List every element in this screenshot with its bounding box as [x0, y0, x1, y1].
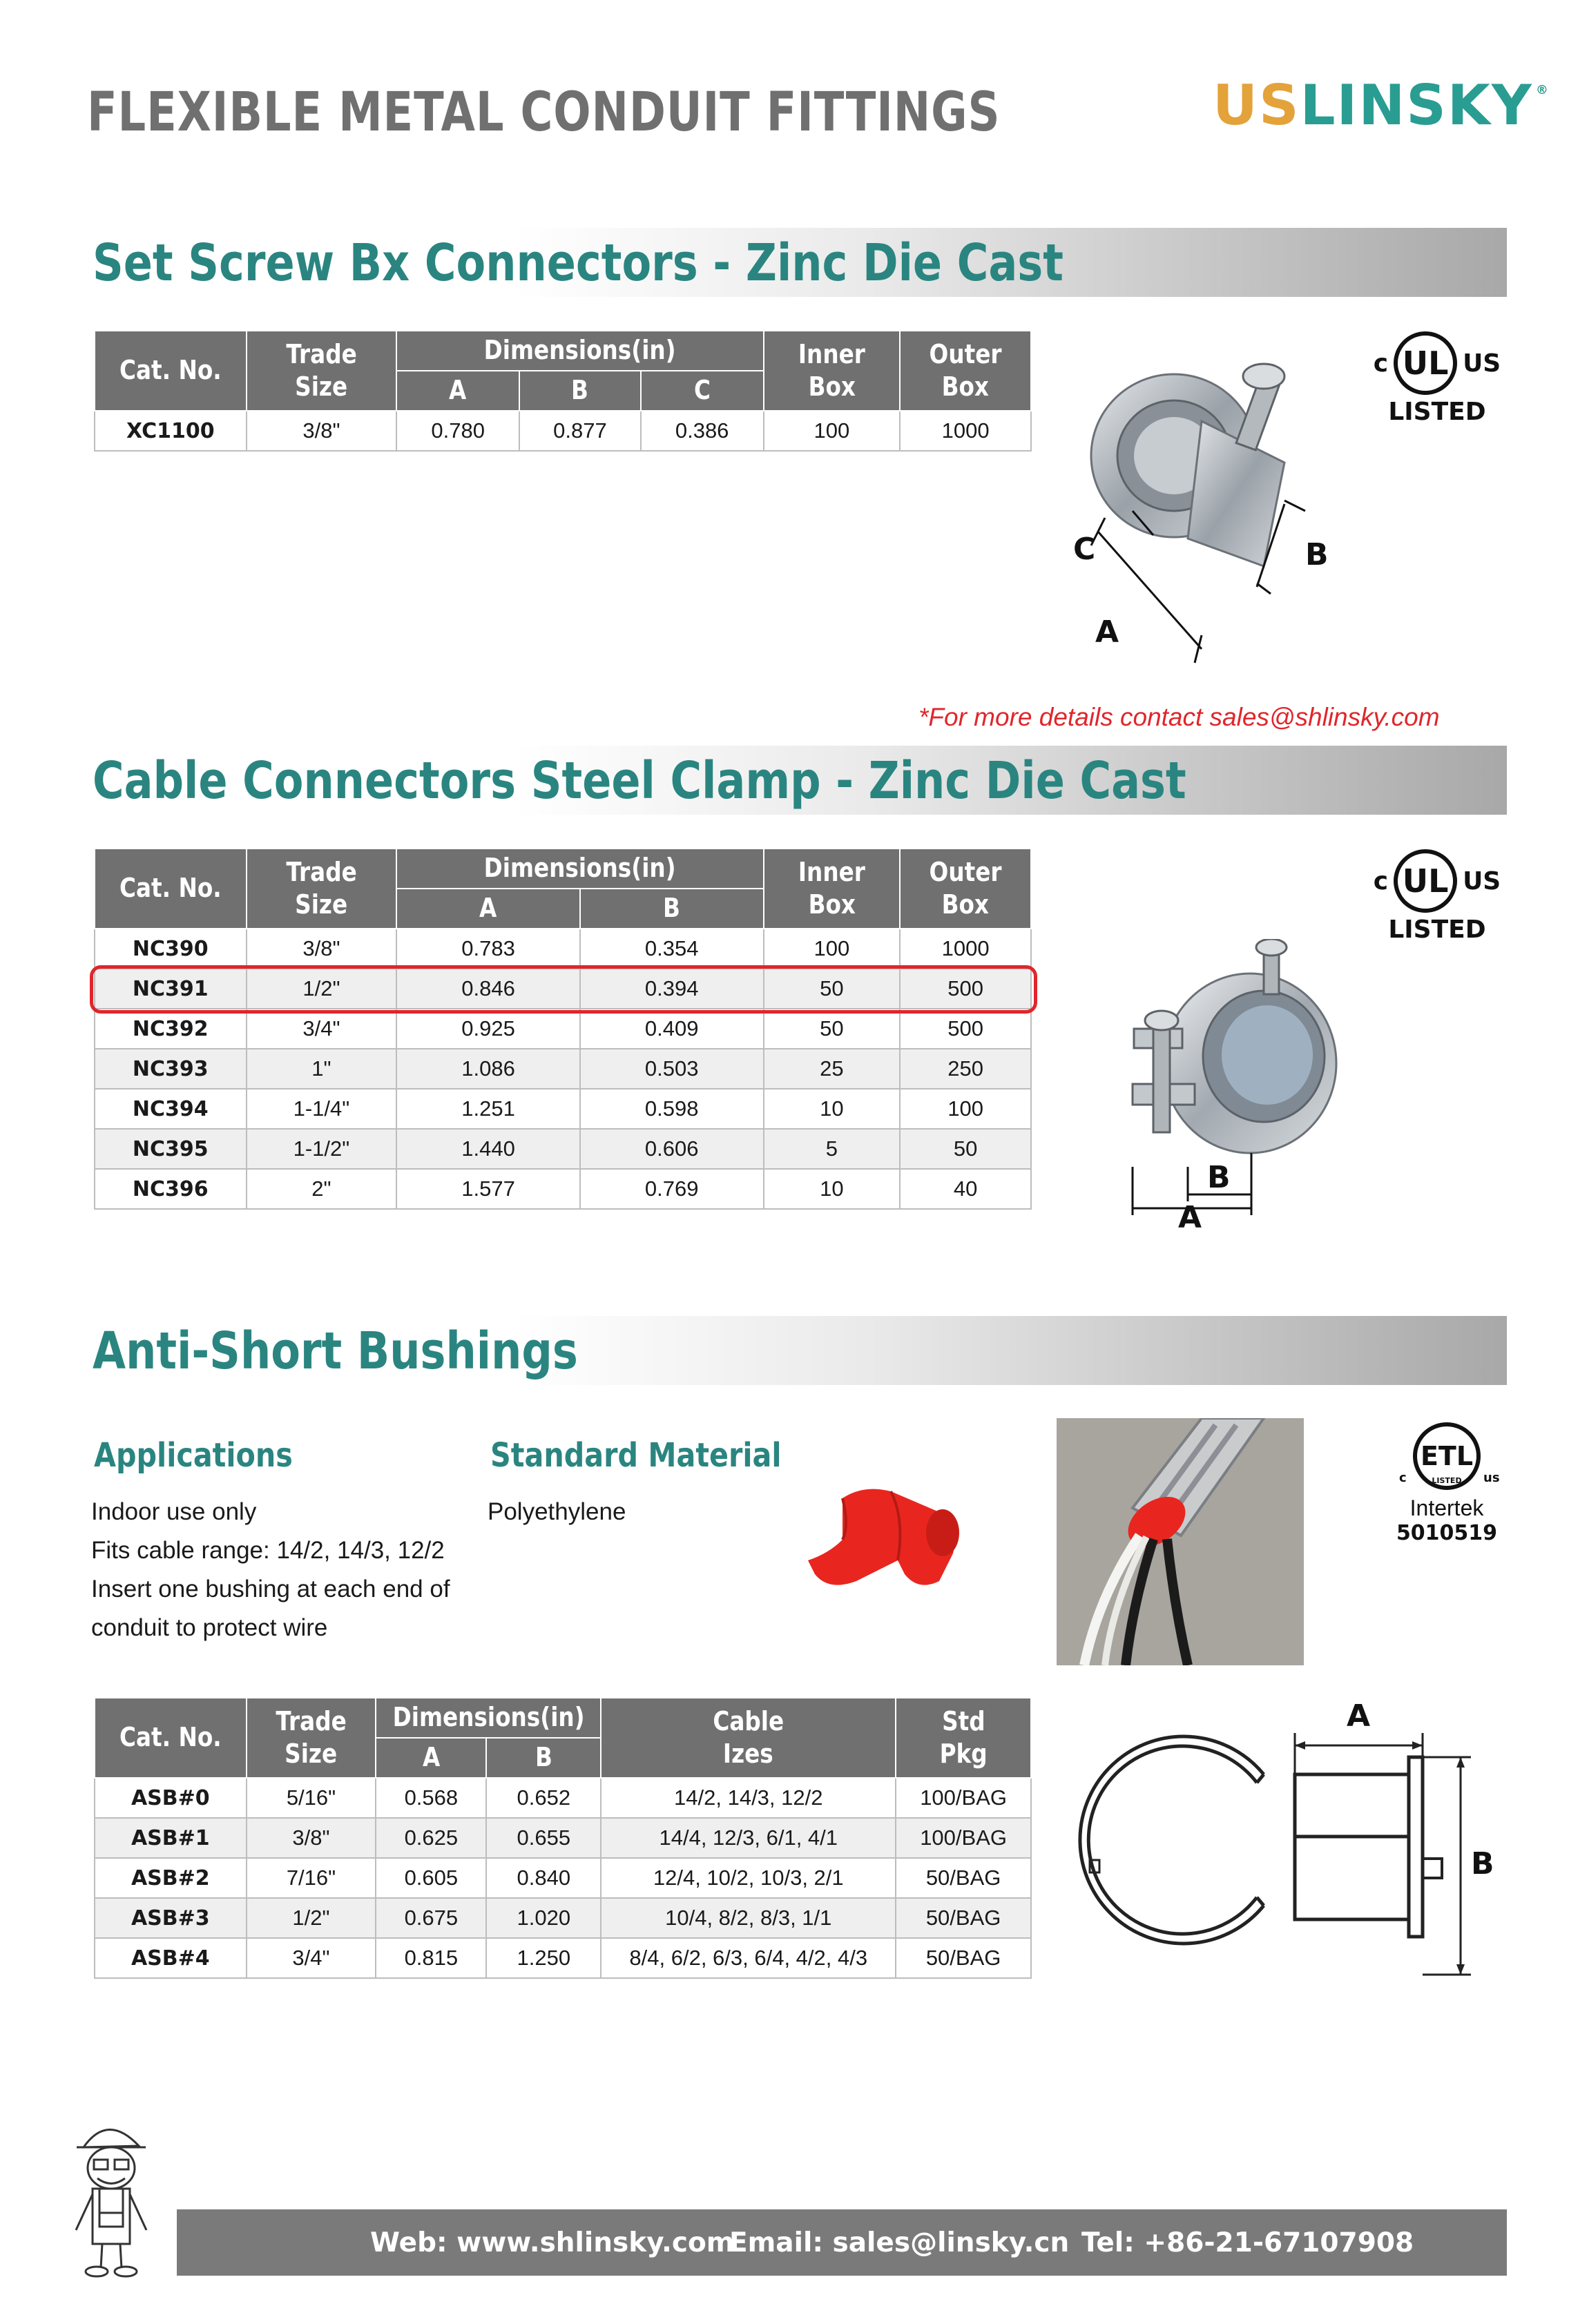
cell-a: 0.780 — [396, 411, 519, 451]
col-header-b: B — [486, 1738, 601, 1778]
cell-inner-box: 100 — [764, 929, 901, 969]
cell-size: 1/2" — [247, 969, 397, 1009]
cell-cat-no: NC390 — [95, 929, 247, 969]
table-row — [95, 1858, 1031, 1898]
cell-b: 0.655 — [486, 1818, 601, 1858]
applications-heading: Applications — [94, 1436, 293, 1475]
cell-cable-sizes: 12/4, 10/2, 10/3, 2/1 — [601, 1858, 896, 1898]
cell-cat-no: ASB#2 — [95, 1858, 247, 1898]
table-row — [95, 1938, 1031, 1978]
col-header-cable-sizes: Cable Izes — [601, 1698, 896, 1778]
cell-std-pkg: 100/BAG — [896, 1818, 1031, 1858]
section-bar-anti-short — [87, 1316, 1507, 1385]
cell-a: 1.577 — [396, 1169, 580, 1209]
ul-us: US — [1463, 349, 1501, 378]
cell-cat-no: NC396 — [95, 1169, 247, 1209]
ul-listed-badge — [1371, 331, 1503, 426]
cell-b: 0.503 — [580, 1049, 764, 1089]
cell-a: 1.086 — [396, 1049, 580, 1089]
cell-a: 0.815 — [376, 1938, 486, 1978]
cell-cable-sizes: 10/4, 8/2, 8/3, 1/1 — [601, 1898, 896, 1938]
cell-size: 2" — [247, 1169, 397, 1209]
red-bushing-image — [801, 1471, 988, 1609]
table-row — [95, 1089, 1031, 1129]
cell-inner-box: 100 — [764, 411, 901, 451]
ul-us: US — [1463, 866, 1501, 895]
dim-label-a: A — [1095, 614, 1119, 650]
cell-a: 0.675 — [376, 1898, 486, 1938]
col-header-inner-box: Inner Box — [764, 331, 901, 411]
brand-logo — [1213, 73, 1550, 137]
application-line: conduit to protect wire — [91, 1614, 328, 1641]
ul-c: c — [1373, 349, 1389, 378]
ul-listed-badge — [1371, 849, 1503, 944]
table-row — [95, 411, 1031, 451]
section-bar-cable-connectors — [87, 746, 1507, 815]
col-header-b: B — [580, 889, 764, 929]
cell-size: 1-1/4" — [247, 1089, 397, 1129]
cell-a: 0.625 — [376, 1818, 486, 1858]
dim-label-b: B — [1305, 537, 1329, 572]
etl-c: c — [1399, 1471, 1407, 1485]
section-title-cable-connectors: Cable Connectors Steel Clamp - Zinc Die Cast — [93, 751, 1186, 811]
dim-label-a: A — [1347, 1698, 1371, 1734]
ul-listed-label: LISTED — [1388, 916, 1486, 944]
cell-a: 0.925 — [396, 1009, 580, 1049]
col-header-std-pkg: Std Pkg — [896, 1698, 1031, 1778]
cell-inner-box: 50 — [764, 969, 901, 1009]
table-row — [95, 1049, 1031, 1089]
cell-size: 1-1/2" — [247, 1129, 397, 1169]
dim-label-a: A — [1178, 1200, 1202, 1229]
col-header-outer-box: Outer Box — [900, 331, 1031, 411]
cell-cat-no: ASB#0 — [95, 1778, 247, 1818]
cell-a: 1.251 — [396, 1089, 580, 1129]
cell-std-pkg: 50/BAG — [896, 1898, 1031, 1938]
col-header-cat-no: Cat. No. — [95, 849, 247, 929]
col-header-c: C — [641, 371, 764, 411]
cell-inner-box: 25 — [764, 1049, 901, 1089]
col-header-b: B — [519, 371, 641, 411]
cell-b: 0.840 — [486, 1858, 601, 1898]
etl-company: Intertek — [1409, 1495, 1484, 1520]
dim-label-b: B — [1471, 1846, 1494, 1881]
cell-outer-box: 1000 — [900, 929, 1031, 969]
application-line: Indoor use only — [91, 1498, 257, 1525]
cell-outer-box: 1000 — [900, 411, 1031, 451]
cell-a: 0.846 — [396, 969, 580, 1009]
application-line: Fits cable range: 14/2, 14/3, 12/2 — [91, 1537, 445, 1564]
cell-a: 0.568 — [376, 1778, 486, 1818]
cell-a: 0.605 — [376, 1858, 486, 1898]
ul-icon: UL — [1394, 849, 1457, 913]
cell-inner-box: 50 — [764, 1009, 901, 1049]
cell-b: 1.020 — [486, 1898, 601, 1938]
material-heading: Standard Material — [490, 1436, 782, 1475]
cell-outer-box: 40 — [900, 1169, 1031, 1209]
cell-std-pkg: 50/BAG — [896, 1858, 1031, 1898]
registered-mark: ® — [1535, 83, 1550, 97]
cell-outer-box: 50 — [900, 1129, 1031, 1169]
dim-label-b: B — [1207, 1160, 1231, 1195]
brand-part-us: US — [1213, 73, 1300, 137]
cell-b: 0.354 — [580, 929, 764, 969]
col-header-trade-size: Trade Size — [247, 849, 397, 929]
cable-connectors-table — [94, 848, 1032, 1210]
ul-c: c — [1373, 866, 1389, 895]
table-row — [95, 929, 1031, 969]
cell-outer-box: 500 — [900, 1009, 1031, 1049]
col-header-dimensions: Dimensions(in) — [396, 849, 763, 889]
col-header-dimensions: Dimensions(in) — [376, 1698, 601, 1738]
application-line: Insert one bushing at each end of — [91, 1576, 450, 1602]
table-row — [95, 1898, 1031, 1938]
cell-a: 1.440 — [396, 1129, 580, 1169]
cell-cable-sizes: 14/2, 14/3, 12/2 — [601, 1778, 896, 1818]
table-row — [95, 1778, 1031, 1818]
section-bar-set-screw — [87, 228, 1507, 297]
col-header-a: A — [376, 1738, 486, 1778]
cell-cat-no: NC393 — [95, 1049, 247, 1089]
highlight-row-nc391 — [90, 965, 1037, 1014]
cell-std-pkg: 50/BAG — [896, 1938, 1031, 1978]
col-header-trade-size: Trade Size — [247, 331, 397, 411]
col-header-outer-box: Outer Box — [900, 849, 1031, 929]
cell-c: 0.386 — [641, 411, 764, 451]
cell-cat-no: XC1100 — [95, 411, 247, 451]
bushing-line-drawing — [1057, 1678, 1505, 1988]
col-header-trade-size: Trade Size — [247, 1698, 376, 1778]
bushing-in-conduit-photo — [1057, 1418, 1304, 1665]
etl-icon — [1388, 1418, 1505, 1494]
cell-cat-no: NC392 — [95, 1009, 247, 1049]
set-screw-table — [94, 330, 1032, 452]
etl-number: 5010519 — [1396, 1521, 1498, 1545]
cell-a: 0.783 — [396, 929, 580, 969]
footer-web-link[interactable]: Web: www.shlinsky.com — [370, 2227, 735, 2258]
cell-outer-box: 250 — [900, 1049, 1031, 1089]
cell-outer-box: 500 — [900, 969, 1031, 1009]
cell-cable-sizes: 14/4, 12/3, 6/1, 4/1 — [601, 1818, 896, 1858]
mascot-worker-image — [66, 2113, 156, 2278]
table-row — [95, 1129, 1031, 1169]
table-row — [95, 1818, 1031, 1858]
table-row — [95, 1169, 1031, 1209]
cell-b: 0.409 — [580, 1009, 764, 1049]
cell-size: 3/4" — [247, 1938, 376, 1978]
col-header-dimensions: Dimensions(in) — [396, 331, 763, 371]
cell-b: 1.250 — [486, 1938, 601, 1978]
cell-b: 0.394 — [580, 969, 764, 1009]
cell-std-pkg: 100/BAG — [896, 1778, 1031, 1818]
cell-size: 1" — [247, 1049, 397, 1089]
set-screw-connector-image — [1057, 345, 1367, 670]
cell-size: 3/8" — [247, 1818, 376, 1858]
cell-cat-no: NC391 — [95, 969, 247, 1009]
cell-outer-box: 100 — [900, 1089, 1031, 1129]
cell-size: 3/4" — [247, 1009, 397, 1049]
col-header-cat-no: Cat. No. — [95, 331, 247, 411]
col-header-a: A — [396, 371, 519, 411]
cell-cat-no: ASB#3 — [95, 1898, 247, 1938]
section-title-set-screw: Set Screw Bx Connectors - Zinc Die Cast — [93, 233, 1063, 293]
cell-cat-no: ASB#1 — [95, 1818, 247, 1858]
section-title-anti-short: Anti-Short Bushings — [93, 1321, 578, 1381]
col-header-cat-no: Cat. No. — [95, 1698, 247, 1778]
col-header-a: A — [396, 889, 580, 929]
cell-b: 0.877 — [519, 411, 641, 451]
page-title: FLEXIBLE METAL CONDUIT FITTINGS — [87, 81, 1001, 144]
table-row — [95, 1009, 1031, 1049]
ul-listed-label: LISTED — [1388, 398, 1486, 426]
col-header-inner-box: Inner Box — [764, 849, 901, 929]
cell-cat-no: NC395 — [95, 1129, 247, 1169]
etl-ring-listed: LISTED — [1432, 1476, 1462, 1485]
ul-icon: UL — [1394, 331, 1457, 395]
footer-email-link[interactable]: Email: sales@linsky.cn — [729, 2227, 1070, 2258]
cell-b: 0.598 — [580, 1089, 764, 1129]
cell-inner-box: 5 — [764, 1129, 901, 1169]
dim-label-c: C — [1073, 532, 1096, 567]
material-value: Polyethylene — [488, 1498, 626, 1525]
cable-connector-image — [1119, 939, 1354, 1229]
footer-bar — [177, 2209, 1507, 2276]
cell-size: 1/2" — [247, 1898, 376, 1938]
etl-listed-badge — [1388, 1418, 1505, 1545]
cell-size: 5/16" — [247, 1778, 376, 1818]
brand-part-linsky: LINSKY — [1300, 73, 1533, 137]
cell-size: 7/16" — [247, 1858, 376, 1898]
cell-inner-box: 10 — [764, 1169, 901, 1209]
cell-b: 0.769 — [580, 1169, 764, 1209]
cell-size: 3/8" — [247, 411, 397, 451]
etl-us: us — [1483, 1471, 1500, 1485]
etl-mark: ETL — [1420, 1441, 1474, 1471]
cell-cable-sizes: 8/4, 6/2, 6/3, 6/4, 4/2, 4/3 — [601, 1938, 896, 1978]
cell-inner-box: 10 — [764, 1089, 901, 1129]
cell-cat-no: ASB#4 — [95, 1938, 247, 1978]
contact-note: *For more details contact sales@shlinsky.com — [918, 703, 1440, 731]
anti-short-bushings-table — [94, 1697, 1032, 1979]
cell-b: 0.652 — [486, 1778, 601, 1818]
applications-list — [91, 1493, 450, 1647]
cell-cat-no: NC394 — [95, 1089, 247, 1129]
cell-b: 0.606 — [580, 1129, 764, 1169]
cell-size: 3/8" — [247, 929, 397, 969]
footer-phone: Tel: +86-21-67107908 — [1081, 2227, 1414, 2258]
